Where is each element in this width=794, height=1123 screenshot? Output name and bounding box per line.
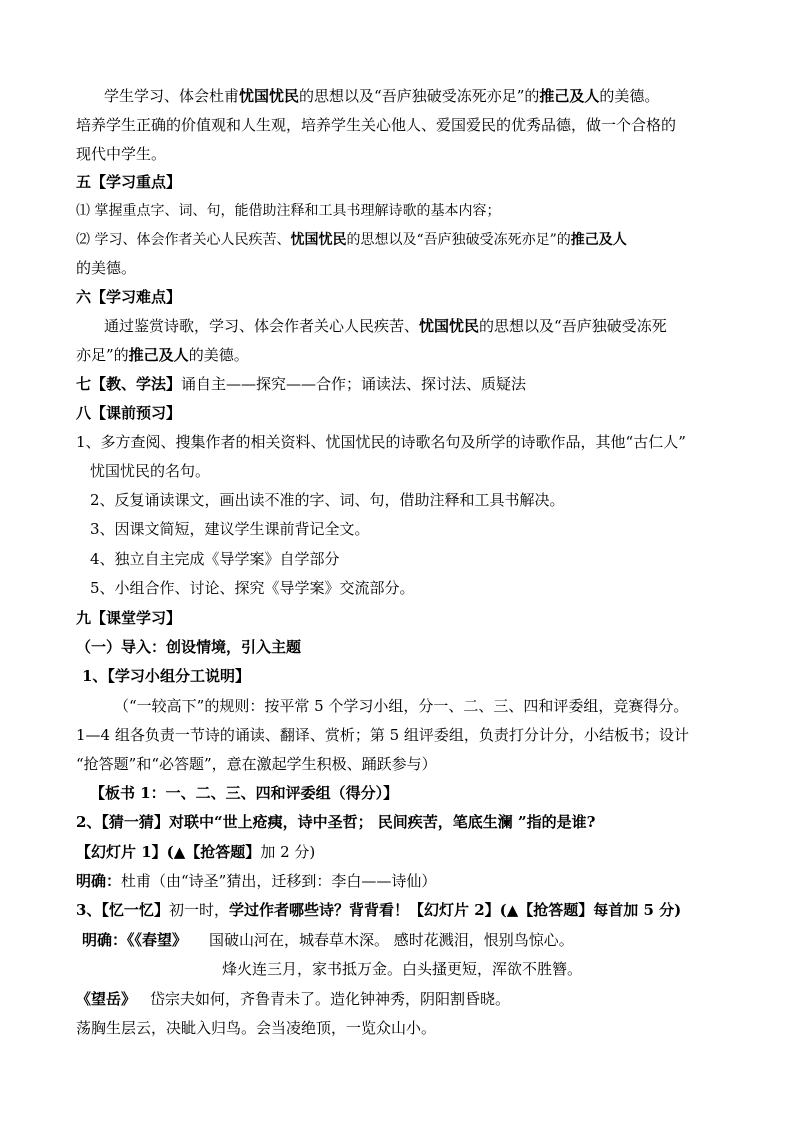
preview-item-5: 5、小组合作、讨论、探究《导学案》交流部分。	[90, 579, 415, 597]
keyword-worry-for-country: 忧国忧民	[290, 232, 347, 248]
recall-line	[76, 900, 681, 920]
objective-text: 的美德。	[599, 87, 660, 105]
guess-label: 2、【猜一猜】	[76, 813, 169, 831]
poem-2-line-2: 荡胸生层云，决眦入归鸟。会当凌绝顶，一览众山小。	[76, 1019, 437, 1037]
score-bonus: 加 2 分)	[260, 843, 316, 861]
guess-question: 对联中“世上疮痍，诗中圣哲； 民间疾苦，笔底生澜 ”指的是谁?	[168, 813, 596, 831]
keyword-empathy: 推己及人	[128, 346, 189, 364]
rule-line-1: （“一较高下”的规则：按平常 5 个学习小组，分一、二、三、四和评委组，竞赛得分。	[114, 697, 689, 715]
objective-line-1	[104, 86, 659, 106]
poem-2-title: 《望岳》	[76, 990, 137, 1008]
objective-line-3: 现代中学生。	[76, 145, 167, 163]
rule-line-3: “抢答题”和“必答题”，意在激起学生积极、踊跃参与）	[76, 755, 437, 773]
section-7-heading: 七【教、学法】	[76, 375, 182, 393]
preview-item-1-cont: 忧国忧民的名句。	[90, 462, 211, 480]
recall-text: 初一时，	[168, 901, 229, 919]
quick-answer-tag: (▲【抢答题】	[166, 843, 261, 861]
objective-text: 的思想以及“吾庐独破受冻死亦足”的	[299, 87, 540, 105]
group-division-heading: 1、【学习小组分工说明】	[82, 667, 250, 685]
answer-label: 明确：	[76, 872, 122, 890]
key-point-2-cont: 的美德。	[76, 259, 137, 277]
section-5-heading: 五【学习重点】	[76, 173, 182, 191]
rule-line-2: 1—4 组各负责一节诗的诵读、翻译、赏析；第 5 组评委组，负责打分计分，小结板书；设计	[76, 726, 689, 744]
poem-1-title: 明确：《《春望》	[82, 931, 188, 949]
difficulty-line-1	[104, 316, 667, 336]
preview-item-4: 4、独立自主完成《导学案》自学部分	[90, 550, 340, 568]
key-point-text: ⑵ 学习、体会作者关心人民疾苦、	[76, 232, 291, 248]
keyword-worry-for-country: 忧国忧民	[419, 317, 480, 335]
poem-2-verse: 岱宗夫如何，齐鲁青未了。造化钟神秀，阴阳割昏晓。	[150, 990, 511, 1008]
difficulty-line-2	[76, 345, 249, 365]
recall-prompt: 学过作者哪些诗？背背看！【幻灯片 2】(▲【抢答题】每首加 5 分)	[228, 901, 682, 919]
preview-item-1: 1、多方查阅、搜集作者的相关资料、忧国忧民的诗歌名句及所学的诗歌作品，其他“古仁人”	[76, 433, 686, 451]
difficulty-text: 通过鉴赏诗歌，学习、体会作者关心人民疾苦、	[104, 317, 420, 335]
difficulty-text: 的思想以及“吾庐独破受冻死	[479, 317, 667, 335]
key-point-text: 的思想以及“吾庐独破受冻死亦足”的	[346, 232, 571, 248]
poem-1-verse: 国破山河在，城春草木深。 感时花溅泪，恨别鸟惊心。	[209, 931, 574, 949]
preview-item-3: 3、因课文简短，建议学生课前背记全文。	[90, 520, 370, 538]
guess-line	[76, 812, 595, 832]
section-7	[76, 374, 526, 394]
difficulty-text: 的美德。	[188, 346, 249, 364]
objective-line-2: 培养学生正确的价值观和人生观，培养学生关心他人、爱国爱民的优秀品德，做一个合格的	[76, 116, 677, 134]
slide-1-label: 【幻灯片 1】	[76, 843, 167, 861]
recall-label: 3、【忆一忆】	[76, 901, 169, 919]
slide-1-line	[76, 842, 315, 862]
answer-text: 杜甫（由“诗圣”猜出，迁移到：李白——诗仙）	[121, 872, 437, 890]
poem-1-line-1	[82, 930, 574, 950]
section-6-heading: 六【学习难点】	[76, 288, 182, 306]
difficulty-text: 亦足”的	[76, 346, 129, 364]
keyword-empathy: 推己及人	[570, 232, 627, 248]
objective-text: 学生学习、体会杜甫	[104, 87, 240, 105]
key-point-1: ⑴ 掌握重点字、词、句，能借助注释和工具书理解诗歌的基本内容；	[76, 203, 501, 219]
section-7-text: 诵自主——探究——合作；诵读法、探讨法、质疑法	[181, 375, 527, 393]
section-8-heading: 八【课前预习】	[76, 404, 182, 422]
poem-2-line-1	[76, 989, 510, 1009]
keyword-empathy: 推己及人	[539, 87, 600, 105]
board-note-1: 【板书 1：一、二、三、四和评委组（得分）】	[90, 784, 399, 802]
key-point-2	[76, 230, 627, 250]
section-9-heading: 九【课堂学习】	[76, 609, 182, 627]
keyword-worry-for-country: 忧国忧民	[239, 87, 300, 105]
preview-item-2: 2、反复诵读课文，画出读不准的字、词、句，借助注释和工具书解决。	[90, 491, 565, 509]
poem-1-line-2: 烽火连三月，家书抵万金。白头搔更短，浑欲不胜簪。	[222, 960, 583, 978]
answer-1-line	[76, 871, 436, 891]
intro-heading: （一）导入：创设情境，引入主题	[76, 638, 302, 656]
